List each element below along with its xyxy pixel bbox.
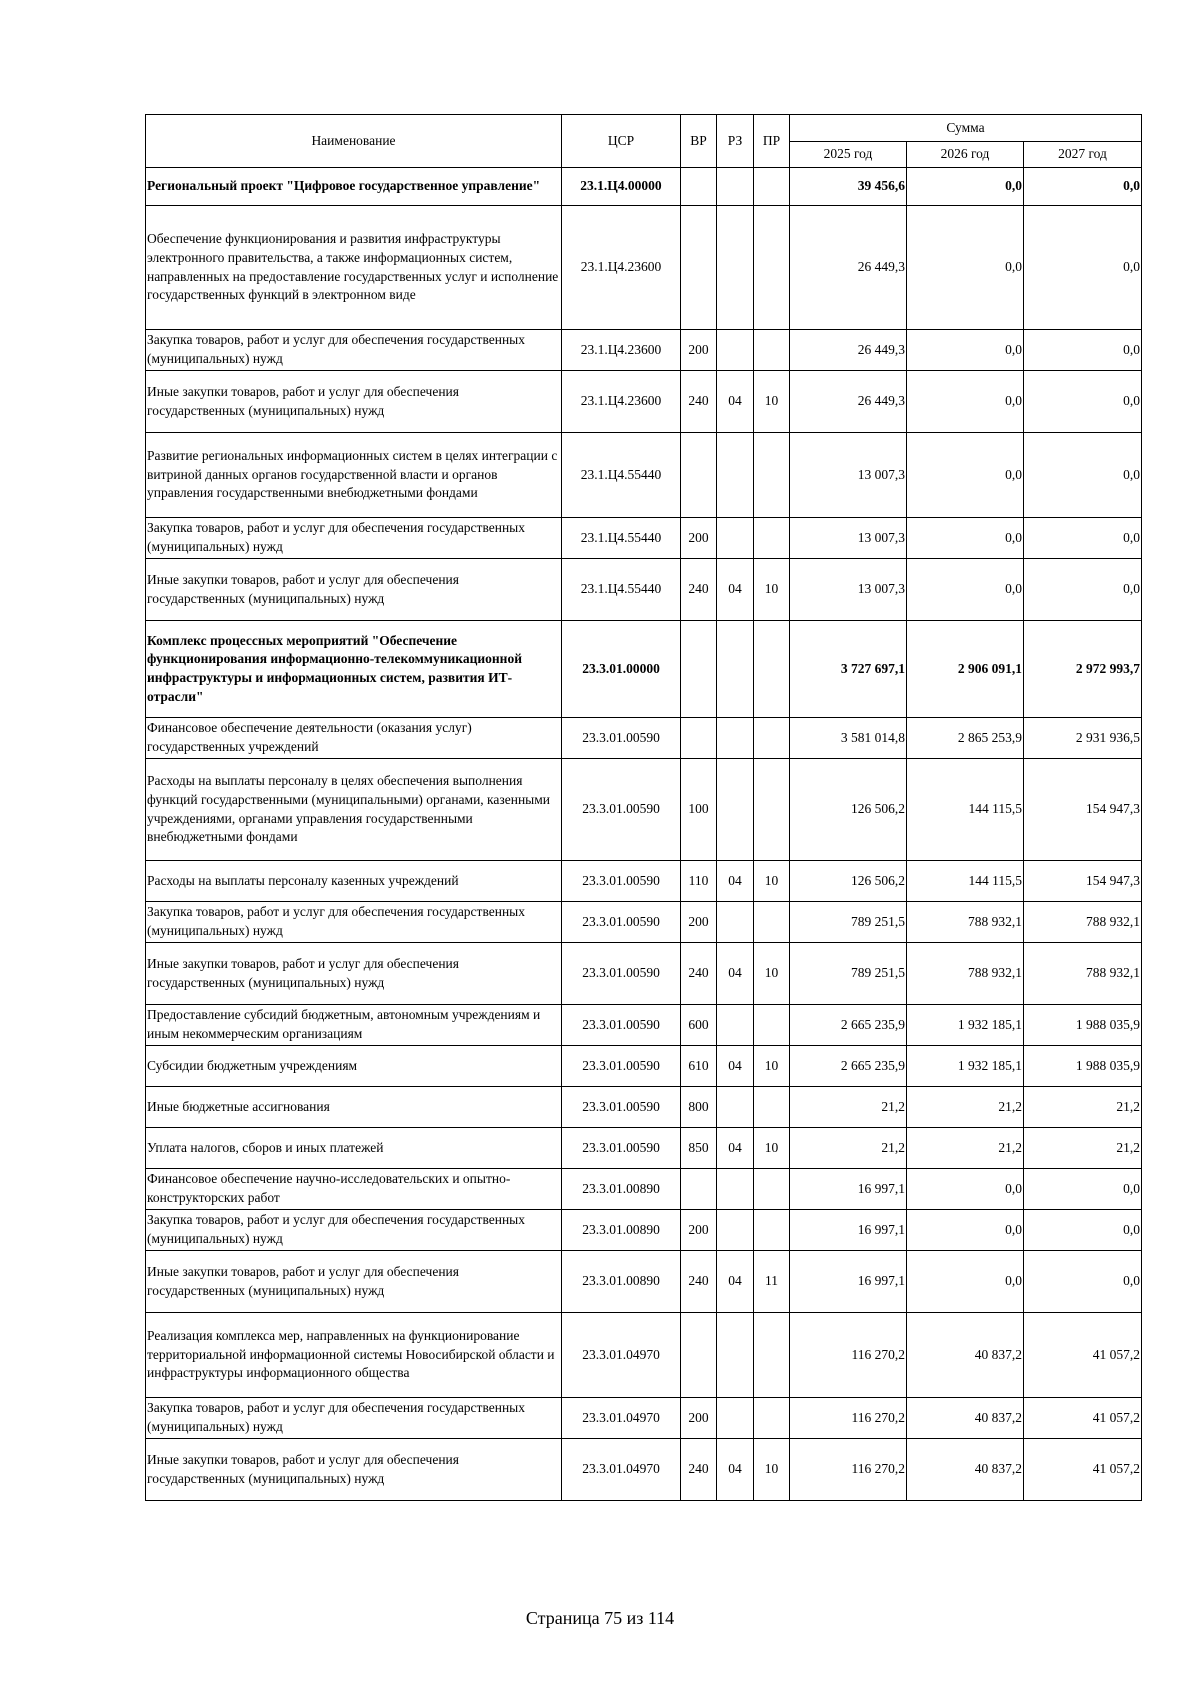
row-rz: 04 [717, 1128, 754, 1169]
row-vr [681, 206, 717, 330]
row-vr: 240 [681, 1439, 717, 1501]
table-header [146, 115, 1142, 168]
row-pr [754, 902, 790, 943]
header-year-2025: 2025 год [790, 142, 907, 168]
row-sum-2027: 0,0 [1024, 559, 1142, 621]
row-name: Расходы на выплаты персоналу казенных учреждений [146, 861, 562, 902]
row-name: Субсидии бюджетным учреждениям [146, 1046, 562, 1087]
row-csr: 23.3.01.00590 [562, 759, 681, 861]
row-sum-2026: 788 932,1 [907, 943, 1024, 1005]
row-vr: 200 [681, 518, 717, 559]
row-rz: 04 [717, 559, 754, 621]
row-pr [754, 1005, 790, 1046]
row-name: Закупка товаров, работ и услуг для обеспечения государственных (муниципальных) нужд [146, 1210, 562, 1251]
row-name: Закупка товаров, работ и услуг для обеспечения государственных (муниципальных) нужд [146, 518, 562, 559]
budget-document [145, 114, 1141, 1501]
row-rz [717, 1313, 754, 1398]
row-pr [754, 168, 790, 206]
row-sum-2027: 788 932,1 [1024, 902, 1142, 943]
row-sum-2025: 13 007,3 [790, 433, 907, 518]
row-pr: 10 [754, 371, 790, 433]
row-pr [754, 759, 790, 861]
table-row [146, 1398, 1142, 1439]
row-sum-2026: 0,0 [907, 518, 1024, 559]
row-sum-2025: 26 449,3 [790, 206, 907, 330]
row-sum-2027: 0,0 [1024, 168, 1142, 206]
row-csr: 23.3.01.00590 [562, 1128, 681, 1169]
row-pr [754, 1398, 790, 1439]
row-rz [717, 1087, 754, 1128]
row-sum-2026: 21,2 [907, 1128, 1024, 1169]
table-row [146, 1251, 1142, 1313]
row-sum-2027: 0,0 [1024, 330, 1142, 371]
row-sum-2027: 1 988 035,9 [1024, 1046, 1142, 1087]
table-row [146, 718, 1142, 759]
row-vr [681, 1169, 717, 1210]
row-sum-2027: 0,0 [1024, 518, 1142, 559]
row-pr: 10 [754, 861, 790, 902]
row-pr: 10 [754, 1439, 790, 1501]
row-pr [754, 433, 790, 518]
row-pr [754, 206, 790, 330]
row-sum-2027: 0,0 [1024, 1210, 1142, 1251]
row-sum-2027: 41 057,2 [1024, 1313, 1142, 1398]
row-name: Иные закупки товаров, работ и услуг для обеспечения государственных (муниципальных) нужд [146, 1251, 562, 1313]
header-sum: Сумма [790, 115, 1142, 142]
row-pr: 10 [754, 559, 790, 621]
row-name: Иные бюджетные ассигнования [146, 1087, 562, 1128]
row-csr: 23.3.01.00590 [562, 718, 681, 759]
row-sum-2027: 1 988 035,9 [1024, 1005, 1142, 1046]
row-rz: 04 [717, 1046, 754, 1087]
row-sum-2025: 116 270,2 [790, 1398, 907, 1439]
row-csr: 23.3.01.00590 [562, 1046, 681, 1087]
row-pr: 10 [754, 943, 790, 1005]
row-name: Обеспечение функционирования и развития инфраструктуры электронного правительства, а также информационных систем, направленных на предоставление государственных услуг и исполнение государственных функций в электронном виде [146, 206, 562, 330]
header-year-2027: 2027 год [1024, 142, 1142, 168]
row-sum-2026: 0,0 [907, 1169, 1024, 1210]
row-csr: 23.3.01.04970 [562, 1313, 681, 1398]
row-rz [717, 1398, 754, 1439]
row-sum-2027: 41 057,2 [1024, 1398, 1142, 1439]
table-row [146, 1005, 1142, 1046]
row-vr: 610 [681, 1046, 717, 1087]
row-rz [717, 206, 754, 330]
row-sum-2025: 2 665 235,9 [790, 1005, 907, 1046]
row-rz: 04 [717, 1251, 754, 1313]
row-csr: 23.3.01.00590 [562, 1087, 681, 1128]
row-name: Комплекс процессных мероприятий "Обеспечение функционирования информационно-телекоммуникационной инфраструктуры и информационных систем, развития ИТ-отрасли" [146, 621, 562, 718]
row-vr [681, 168, 717, 206]
row-vr: 110 [681, 861, 717, 902]
row-sum-2027: 0,0 [1024, 371, 1142, 433]
row-pr [754, 518, 790, 559]
row-rz: 04 [717, 943, 754, 1005]
row-csr: 23.1.Ц4.55440 [562, 433, 681, 518]
row-sum-2025: 16 997,1 [790, 1210, 907, 1251]
row-sum-2025: 21,2 [790, 1087, 907, 1128]
row-pr: 10 [754, 1046, 790, 1087]
table-row [146, 559, 1142, 621]
row-pr: 11 [754, 1251, 790, 1313]
row-sum-2025: 789 251,5 [790, 902, 907, 943]
row-rz [717, 902, 754, 943]
row-name: Реализация комплекса мер, направленных на функционирование территориальной информационной системы Новосибирской области и инфраструктуры информационного общества [146, 1313, 562, 1398]
table-row [146, 371, 1142, 433]
page-number: Страница 75 из 114 [525, 1608, 675, 1628]
row-vr: 200 [681, 902, 717, 943]
row-sum-2027: 41 057,2 [1024, 1439, 1142, 1501]
row-sum-2026: 1 932 185,1 [907, 1046, 1024, 1087]
row-sum-2026: 0,0 [907, 1210, 1024, 1251]
row-rz: 04 [717, 371, 754, 433]
row-name: Закупка товаров, работ и услуг для обеспечения государственных (муниципальных) нужд [146, 1398, 562, 1439]
row-sum-2026: 0,0 [907, 559, 1024, 621]
row-vr [681, 621, 717, 718]
row-vr: 800 [681, 1087, 717, 1128]
row-sum-2025: 16 997,1 [790, 1169, 907, 1210]
row-vr: 100 [681, 759, 717, 861]
row-sum-2026: 40 837,2 [907, 1313, 1024, 1398]
row-pr [754, 1313, 790, 1398]
row-rz [717, 168, 754, 206]
row-csr: 23.1.Ц4.23600 [562, 330, 681, 371]
row-sum-2026: 2 906 091,1 [907, 621, 1024, 718]
row-name: Предоставление субсидий бюджетным, автономным учреждениям и иным некоммерческим организациям [146, 1005, 562, 1046]
row-sum-2025: 116 270,2 [790, 1439, 907, 1501]
row-sum-2026: 1 932 185,1 [907, 1005, 1024, 1046]
row-sum-2025: 26 449,3 [790, 371, 907, 433]
row-sum-2026: 0,0 [907, 1251, 1024, 1313]
header-year-2026: 2026 год [907, 142, 1024, 168]
row-sum-2026: 40 837,2 [907, 1439, 1024, 1501]
row-sum-2026: 2 865 253,9 [907, 718, 1024, 759]
row-sum-2025: 39 456,6 [790, 168, 907, 206]
table-row [146, 1046, 1142, 1087]
header-vr: ВР [681, 115, 717, 168]
table-row [146, 1210, 1142, 1251]
row-csr: 23.3.01.00000 [562, 621, 681, 718]
table-body [146, 168, 1142, 1501]
row-vr: 850 [681, 1128, 717, 1169]
row-csr: 23.3.01.00590 [562, 943, 681, 1005]
row-sum-2025: 116 270,2 [790, 1313, 907, 1398]
header-csr: ЦСР [562, 115, 681, 168]
row-pr [754, 330, 790, 371]
row-vr [681, 1313, 717, 1398]
row-name: Финансовое обеспечение деятельности (оказания услуг) государственных учреждений [146, 718, 562, 759]
row-sum-2025: 3 727 697,1 [790, 621, 907, 718]
row-vr: 240 [681, 371, 717, 433]
row-sum-2026: 0,0 [907, 330, 1024, 371]
row-vr: 600 [681, 1005, 717, 1046]
row-sum-2026: 40 837,2 [907, 1398, 1024, 1439]
row-csr: 23.3.01.00590 [562, 902, 681, 943]
row-sum-2025: 126 506,2 [790, 759, 907, 861]
table-row [146, 902, 1142, 943]
table-row [146, 621, 1142, 718]
row-name: Развитие региональных информационных систем в целях интеграции с витриной данных органов государственной власти и органов управления государственными внебюджетными фондами [146, 433, 562, 518]
row-name: Иные закупки товаров, работ и услуг для обеспечения государственных (муниципальных) нужд [146, 943, 562, 1005]
row-vr: 200 [681, 1398, 717, 1439]
row-sum-2027: 21,2 [1024, 1128, 1142, 1169]
row-sum-2027: 154 947,3 [1024, 759, 1142, 861]
table-row [146, 168, 1142, 206]
row-rz [717, 433, 754, 518]
row-csr: 23.3.01.00890 [562, 1169, 681, 1210]
row-rz [717, 1210, 754, 1251]
row-vr: 200 [681, 330, 717, 371]
row-sum-2026: 0,0 [907, 206, 1024, 330]
budget-table [145, 114, 1142, 1501]
row-sum-2026: 0,0 [907, 433, 1024, 518]
row-sum-2025: 13 007,3 [790, 559, 907, 621]
row-pr [754, 718, 790, 759]
row-csr: 23.1.Ц4.23600 [562, 206, 681, 330]
row-sum-2027: 154 947,3 [1024, 861, 1142, 902]
row-name: Финансовое обеспечение научно-исследовательских и опытно-конструкторских работ [146, 1169, 562, 1210]
table-row [146, 330, 1142, 371]
row-pr: 10 [754, 1128, 790, 1169]
row-name: Закупка товаров, работ и услуг для обеспечения государственных (муниципальных) нужд [146, 902, 562, 943]
row-rz: 04 [717, 861, 754, 902]
row-name: Уплата налогов, сборов и иных платежей [146, 1128, 562, 1169]
header-name: Наименование [146, 115, 562, 168]
row-rz [717, 518, 754, 559]
row-csr: 23.3.01.04970 [562, 1439, 681, 1501]
row-name: Региональный проект "Цифровое государственное управление" [146, 168, 562, 206]
header-pr: ПР [754, 115, 790, 168]
row-sum-2025: 126 506,2 [790, 861, 907, 902]
table-row [146, 1439, 1142, 1501]
row-sum-2027: 0,0 [1024, 206, 1142, 330]
row-sum-2027: 0,0 [1024, 1251, 1142, 1313]
header-rz: РЗ [717, 115, 754, 168]
row-sum-2027: 21,2 [1024, 1087, 1142, 1128]
row-vr: 240 [681, 1251, 717, 1313]
row-sum-2027: 0,0 [1024, 433, 1142, 518]
row-name: Иные закупки товаров, работ и услуг для обеспечения государственных (муниципальных) нужд [146, 559, 562, 621]
row-sum-2026: 788 932,1 [907, 902, 1024, 943]
row-pr [754, 621, 790, 718]
row-rz [717, 621, 754, 718]
row-vr [681, 433, 717, 518]
table-row [146, 1087, 1142, 1128]
table-row [146, 433, 1142, 518]
row-name: Иные закупки товаров, работ и услуг для обеспечения государственных (муниципальных) нужд [146, 371, 562, 433]
row-vr: 240 [681, 943, 717, 1005]
row-sum-2026: 144 115,5 [907, 861, 1024, 902]
row-csr: 23.1.Ц4.55440 [562, 518, 681, 559]
row-pr [754, 1210, 790, 1251]
row-rz [717, 1169, 754, 1210]
row-pr [754, 1169, 790, 1210]
row-name: Закупка товаров, работ и услуг для обеспечения государственных (муниципальных) нужд [146, 330, 562, 371]
table-row [146, 1169, 1142, 1210]
row-rz [717, 330, 754, 371]
table-row [146, 206, 1142, 330]
row-sum-2026: 21,2 [907, 1087, 1024, 1128]
row-sum-2025: 21,2 [790, 1128, 907, 1169]
table-row [146, 1128, 1142, 1169]
row-vr: 240 [681, 559, 717, 621]
row-sum-2025: 3 581 014,8 [790, 718, 907, 759]
row-sum-2025: 2 665 235,9 [790, 1046, 907, 1087]
table-row [146, 518, 1142, 559]
row-vr [681, 718, 717, 759]
row-sum-2025: 789 251,5 [790, 943, 907, 1005]
row-sum-2025: 26 449,3 [790, 330, 907, 371]
row-sum-2027: 0,0 [1024, 1169, 1142, 1210]
row-rz [717, 718, 754, 759]
row-name: Расходы на выплаты персоналу в целях обеспечения выполнения функций государственными (муниципальными) органами, казенными учреждениями, органами управления государственными внебюджетными фондами [146, 759, 562, 861]
row-sum-2026: 0,0 [907, 168, 1024, 206]
table-row [146, 1313, 1142, 1398]
row-sum-2027: 2 972 993,7 [1024, 621, 1142, 718]
row-rz: 04 [717, 1439, 754, 1501]
row-sum-2026: 0,0 [907, 371, 1024, 433]
row-sum-2026: 144 115,5 [907, 759, 1024, 861]
row-vr: 200 [681, 1210, 717, 1251]
row-name: Иные закупки товаров, работ и услуг для обеспечения государственных (муниципальных) нужд [146, 1439, 562, 1501]
table-row [146, 759, 1142, 861]
row-rz [717, 1005, 754, 1046]
row-rz [717, 759, 754, 861]
row-csr: 23.3.01.04970 [562, 1398, 681, 1439]
table-row [146, 861, 1142, 902]
row-csr: 23.3.01.00890 [562, 1210, 681, 1251]
row-csr: 23.1.Ц4.00000 [562, 168, 681, 206]
row-csr: 23.1.Ц4.23600 [562, 371, 681, 433]
row-sum-2025: 13 007,3 [790, 518, 907, 559]
row-csr: 23.1.Ц4.55440 [562, 559, 681, 621]
table-row [146, 943, 1142, 1005]
row-pr [754, 1087, 790, 1128]
row-sum-2025: 16 997,1 [790, 1251, 907, 1313]
row-csr: 23.3.01.00590 [562, 861, 681, 902]
row-csr: 23.3.01.00890 [562, 1251, 681, 1313]
row-sum-2027: 788 932,1 [1024, 943, 1142, 1005]
row-sum-2027: 2 931 936,5 [1024, 718, 1142, 759]
row-csr: 23.3.01.00590 [562, 1005, 681, 1046]
